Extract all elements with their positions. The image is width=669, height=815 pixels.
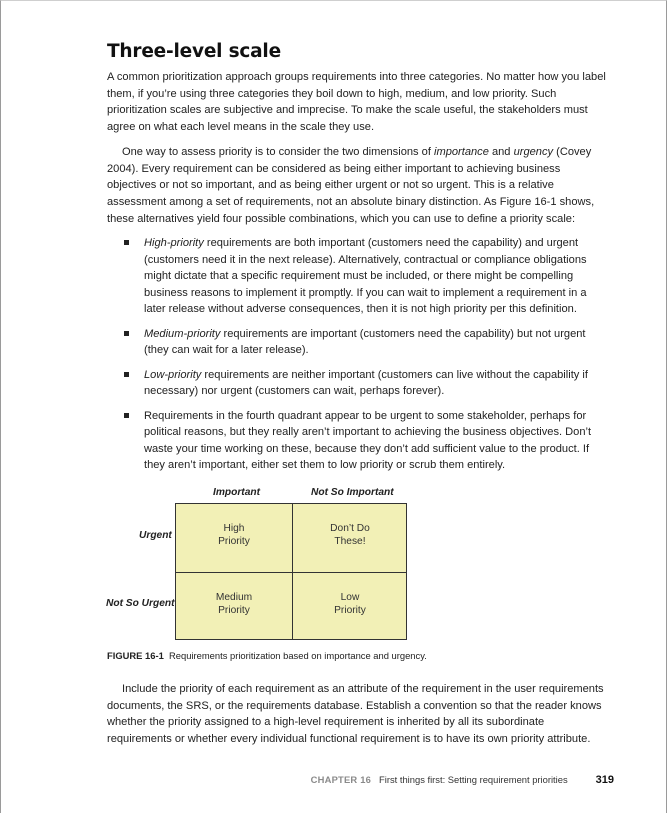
bullet-text: requirements are both important (customers need the capability) and urgent (customers need it in the next release). Alternatively, contractual or compliance obligations might dictate that a specific requirement must be included, or there might be compelling business reasons to implement it promptly. If you can wait to implement a requirement in a later release without adverse consequences, then it is not high priority per this definition. [144,237,587,315]
bullet-square-icon [124,413,129,418]
figure-caption-text: Requirements prioritization based on importance and urgency. [169,650,427,661]
figure-column-label-important: Important [213,487,260,498]
priority-quadrant-grid [175,503,407,640]
text-run: One way to assess priority is to consider the two dimensions of [122,146,434,158]
page-number: 319 [595,774,614,786]
quadrant-label-line: Low [340,592,360,603]
quadrant-label-line: Priority [334,605,366,616]
bullet-term: Medium-priority [144,327,221,340]
quadrant-low-priority [293,591,407,617]
section-heading: Three-level scale [107,41,281,62]
footer-chapter: CHAPTER 16 [310,774,372,785]
bullet-medium-priority [107,326,607,359]
bullet-square-icon [124,372,129,377]
quadrant-label-line: Don’t Do [330,523,370,534]
quadrant-label-line: High [223,523,245,534]
paragraph-intro: A common prioritization approach groups requirements into three categories. No matter how you label them, if you’re using three categories they boil down to high, medium, and low priority. Such prioritization scales are subjective and imprecise. To make the scale useful, the stakeholders must agree on what each level means in the scale they use. [107,71,606,134]
bullet-text: Requirements in the fourth quadrant appear to be urgent to some stakeholder, perhaps for political reasons, but they really aren’t important to achieving the business objectives. Don’t waste your time working on these, because they don’t add sufficient value to the product. If they aren’t important, either set them to low priority or scrub them entirely. [144,409,592,471]
figure-row-label-not-urgent: Not So Urgent [106,598,175,609]
paragraph-priority-attribute: Include the priority of each requirement as an attribute of the requirement in the user requirements documents, the SRS, or the requirements database. Establish a convention so that the reader knows whether the priority assigned to a high-level requirement is inherited by all its subordinate requirements or whether every individual functional requirement is to have its own priority attribute. [107,683,604,746]
quadrant-label-line: Priority [218,605,250,616]
bullet-text: requirements are neither important (customers can live without the capability if necessary) nor urgent (customers can wait, perhaps forever). [144,368,588,397]
quadrant-medium-priority [176,591,292,617]
bullet-square-icon [124,331,129,336]
bullet-square-icon [124,240,129,245]
text-run: and [488,146,514,158]
bullet-low-priority [107,367,607,400]
bullet-fourth-quadrant [107,408,607,474]
grid-divider-horizontal [176,572,406,573]
bullet-text: requirements are important (customers need the capability) but not urgent (they can wait for a later release). [144,327,586,356]
figure-caption [107,650,427,661]
figure-row-label-urgent: Urgent [139,530,172,541]
quadrant-label-line: Medium [215,592,253,603]
quadrant-label-line: Priority [218,536,250,547]
page-footer [311,774,614,786]
bullet-term: High-priority [144,237,204,249]
text-run: (Covey 2004). Every requirement can be considered as being either important to achieving business objectives or not so important, and as being either urgent or not so urgent. This is a relative assessment among a set of requirements, not an absolute binary distinction. As Figure 16-1 shows, these alternatives yield four possible combinations, which you can use to define a priority scale: [107,146,595,225]
quadrant-dont-do-these [293,522,407,548]
priority-bullet-list [107,235,607,482]
bullet-term: Low-priority [144,368,202,381]
figure-caption-label: FIGURE 16-1 [107,650,164,661]
bullet-high-priority [107,235,607,318]
paragraph-dimensions [107,144,607,228]
quadrant-high-priority [176,522,292,548]
emphasis-urgency: urgency [513,146,554,158]
quadrant-label-line: These! [334,536,366,547]
emphasis-importance: importance [434,146,489,158]
footer-chapter-title: First things first: Setting requirement priorities [379,774,568,785]
figure-column-label-not-important: Not So Important [311,487,394,498]
